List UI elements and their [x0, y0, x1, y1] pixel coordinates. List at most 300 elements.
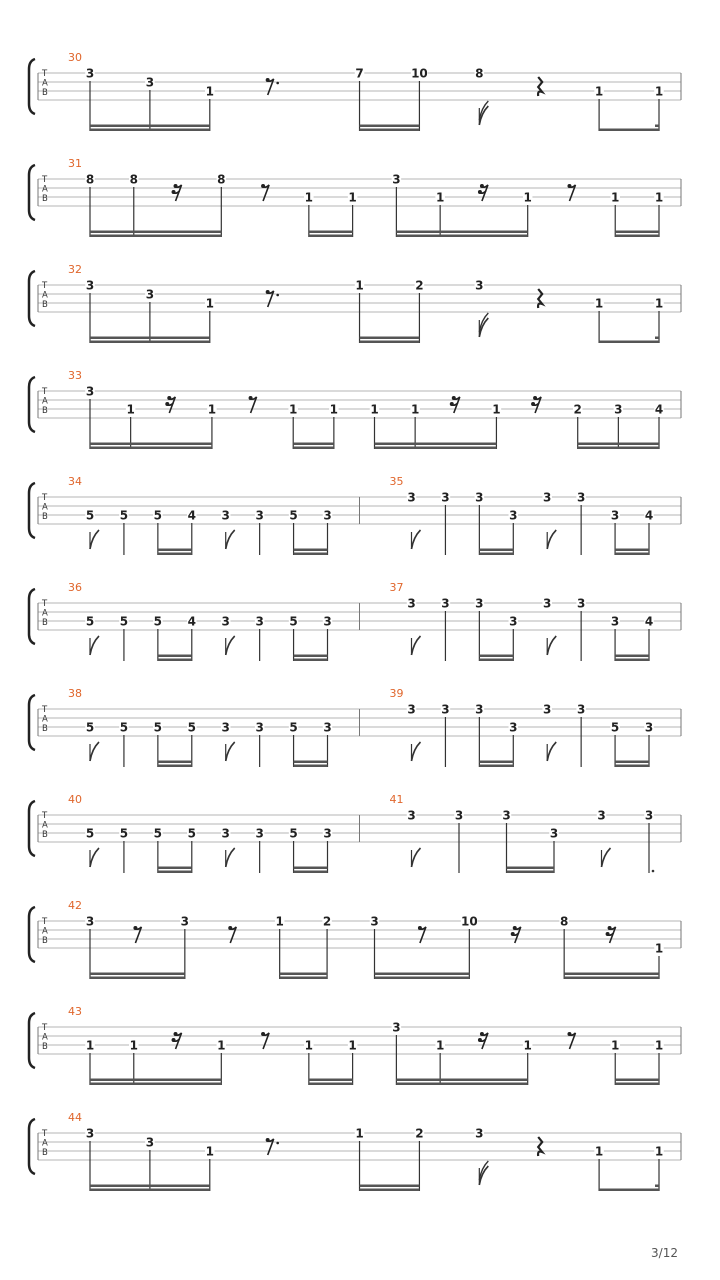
sixteenth-rest: [172, 1032, 182, 1049]
beam-stub: [655, 125, 659, 128]
beam: [90, 443, 212, 446]
fret-number: 1: [435, 190, 445, 205]
fret-number: 3: [323, 720, 332, 735]
beam: [90, 337, 210, 340]
beam: [396, 1079, 527, 1082]
note-flag: [547, 530, 556, 549]
system-bracket: [29, 1013, 35, 1068]
tab-clef-letter: T: [42, 281, 48, 291]
fret-number: 5: [153, 614, 163, 629]
quarter-rest: [538, 289, 542, 308]
tab-clef-letter: B: [42, 1042, 48, 1052]
rest-stroke: [268, 291, 274, 307]
fret-number: 3: [502, 808, 511, 823]
note-flag: [90, 530, 99, 549]
beam: [615, 549, 649, 552]
measure-number: 30: [68, 51, 82, 64]
tab-clef-letter: T: [42, 175, 48, 185]
beam: [360, 337, 420, 340]
system-bracket: [29, 589, 35, 644]
beam: [615, 655, 649, 658]
fret-number: 3: [145, 75, 155, 90]
beam: [479, 765, 513, 768]
beam: [564, 977, 659, 980]
fret-number: 3: [85, 914, 95, 929]
system-2: [29, 157, 681, 237]
fret-number: 1: [205, 296, 214, 311]
beam: [375, 977, 470, 980]
rest-stroke: [263, 185, 269, 201]
fret-number: 3: [543, 702, 552, 717]
system-11: [29, 1111, 681, 1191]
tab-clef-letter: A: [42, 396, 48, 407]
fret-number: 3: [441, 596, 450, 611]
measure-number: 41: [389, 793, 404, 806]
fret-number: 3: [475, 490, 484, 505]
beam: [90, 973, 185, 976]
tab-clef-letter: B: [42, 194, 48, 204]
beam: [293, 443, 334, 446]
fret-number: 1: [594, 84, 604, 99]
system-10: [29, 1005, 681, 1085]
fret-number: 10: [460, 914, 478, 929]
beam: [615, 659, 649, 662]
fret-number: 1: [611, 190, 620, 205]
eighth-rest: [418, 926, 426, 943]
beam: [479, 553, 513, 556]
tab-clef-letter: T: [42, 705, 48, 715]
fret-number: 3: [392, 1020, 401, 1035]
beam: [479, 655, 513, 658]
tab-clef-letter: A: [42, 820, 48, 831]
system-1: [29, 51, 681, 131]
measure-number: 39: [389, 687, 404, 700]
beam-stub: [655, 1185, 659, 1188]
tab-clef-letter: B: [42, 1148, 48, 1158]
fret-number: 3: [370, 914, 379, 929]
tab-clef-letter: B: [42, 88, 48, 98]
fret-number: 4: [654, 402, 664, 417]
quarter-rest: [538, 1137, 542, 1156]
eighth-rest: [266, 290, 279, 307]
note-flag: [412, 530, 421, 549]
measure-number: 36: [68, 581, 82, 594]
fret-number: 3: [475, 278, 484, 293]
eighth-rest: [567, 1032, 575, 1049]
beam: [599, 129, 659, 132]
page-number: 3/12: [651, 1246, 678, 1260]
beam: [360, 1185, 420, 1188]
fret-number: 1: [654, 941, 664, 956]
fret-number: 3: [407, 808, 416, 823]
fret-number: 1: [304, 1038, 314, 1053]
tab-clef-letter: B: [42, 406, 48, 416]
beam: [294, 761, 328, 764]
fret-number: 4: [187, 614, 196, 629]
beam: [158, 761, 192, 764]
system-3: [29, 263, 681, 343]
fret-number: 3: [85, 1126, 95, 1141]
fret-number: 5: [85, 614, 95, 629]
tab-clef-letter: T: [42, 1129, 48, 1139]
fret-number: 3: [221, 508, 230, 523]
system-bracket: [29, 377, 35, 432]
tab-clef-letter: B: [42, 830, 48, 840]
beam: [375, 973, 470, 976]
dot: [276, 294, 279, 297]
beam: [309, 1083, 353, 1086]
system-4: [29, 369, 681, 449]
fret-number: 5: [289, 720, 298, 735]
fret-number: 3: [509, 614, 518, 629]
fret-number: 2: [573, 402, 582, 417]
rest-stroke: [569, 185, 575, 201]
fret-number: 7: [355, 66, 364, 81]
beam-stub: [655, 337, 659, 340]
measure-number: 38: [68, 687, 82, 700]
system-bracket: [29, 59, 35, 114]
tab-clef-letter: A: [42, 290, 48, 301]
beam: [293, 447, 334, 450]
fret-number: 1: [492, 402, 501, 417]
beam: [615, 765, 649, 768]
system-5: [29, 475, 681, 555]
tab-clef-letter: B: [42, 300, 48, 310]
fret-number: 1: [275, 914, 284, 929]
fret-number: 1: [523, 1038, 532, 1053]
fret-number: 1: [594, 1144, 604, 1159]
beam: [294, 871, 328, 874]
fret-number: 4: [644, 508, 654, 523]
beam: [615, 1083, 659, 1086]
beam: [360, 341, 420, 344]
beam: [158, 867, 192, 870]
measure-number: 34: [68, 475, 82, 488]
note-flag: [90, 742, 99, 761]
fret-number: 3: [543, 596, 552, 611]
rest-stroke: [268, 79, 274, 95]
tab-clef-letter: T: [42, 493, 48, 503]
fret-number: 3: [610, 508, 620, 523]
beam: [396, 231, 527, 234]
fret-number: 1: [654, 84, 664, 99]
beam: [615, 761, 649, 764]
fret-number: 3: [323, 614, 332, 629]
fret-number: 3: [475, 596, 484, 611]
fret-number: 1: [205, 84, 214, 99]
system-bracket: [29, 1119, 35, 1174]
measure-number: 37: [389, 581, 404, 594]
note-flag: [90, 848, 99, 867]
fret-number: 3: [610, 614, 620, 629]
fret-number: 3: [509, 720, 518, 735]
note-flag: [226, 636, 235, 655]
fret-number: 3: [441, 702, 450, 717]
fret-number: 3: [323, 508, 332, 523]
tab-clef-letter: A: [42, 502, 48, 513]
fret-number: 3: [85, 384, 95, 399]
beam: [507, 867, 555, 870]
fret-number: 1: [129, 1038, 138, 1053]
beam: [599, 341, 659, 344]
fret-number: 5: [289, 826, 298, 841]
tab-clef-letter: A: [42, 608, 48, 619]
fret-number: 3: [475, 1126, 484, 1141]
fret-number: 3: [543, 490, 552, 505]
tab-clef-letter: A: [42, 714, 48, 725]
fret-number: 1: [611, 1038, 620, 1053]
fret-number: 3: [576, 596, 586, 611]
eighth-rest: [261, 1032, 269, 1049]
fret-number: 3: [614, 402, 623, 417]
fret-number: 1: [654, 1144, 664, 1159]
fret-number: 5: [119, 826, 129, 841]
fret-number: 3: [441, 490, 450, 505]
fret-number: 5: [85, 720, 95, 735]
system-9: [29, 899, 681, 979]
eighth-rest: [249, 396, 257, 413]
beam: [90, 1083, 221, 1086]
measure-number: 31: [68, 157, 82, 170]
note-flag: [412, 848, 421, 867]
beam: [280, 977, 327, 980]
beam: [90, 977, 185, 980]
eighth-rest: [567, 184, 575, 201]
beam: [479, 659, 513, 662]
sixteenth-rest: [450, 396, 460, 413]
system-bracket: [29, 907, 35, 962]
beam: [564, 973, 659, 976]
beam: [90, 1185, 210, 1188]
fret-number: 1: [594, 296, 604, 311]
eighth-rest: [261, 184, 269, 201]
sixteenth-rest: [172, 184, 182, 201]
system-6: [29, 581, 681, 661]
beam: [90, 231, 221, 234]
tab-clef-letter: A: [42, 184, 48, 195]
system-7: [29, 687, 681, 767]
beam: [158, 549, 192, 552]
beam: [158, 553, 192, 556]
fret-number: 5: [85, 826, 95, 841]
measure-number: 42: [68, 899, 82, 912]
beam: [479, 549, 513, 552]
beam: [158, 871, 192, 874]
fret-number: 2: [415, 278, 424, 293]
quarter-rest: [538, 77, 542, 96]
fret-number: 3: [407, 596, 416, 611]
tab-clef-letter: A: [42, 926, 48, 937]
eighth-rest: [266, 1138, 279, 1155]
beam: [360, 1189, 420, 1192]
beam: [615, 553, 649, 556]
fret-number: 3: [221, 826, 230, 841]
beam: [158, 655, 192, 658]
beam: [294, 655, 328, 658]
rest-stroke: [420, 927, 426, 943]
note-flag: [602, 848, 611, 867]
tab-clef-letter: T: [42, 599, 48, 609]
fret-number: 1: [304, 190, 314, 205]
eighth-rest: [266, 78, 279, 95]
measure-number: 35: [389, 475, 404, 488]
beam: [90, 235, 221, 238]
fret-number: 1: [348, 190, 357, 205]
tab-clef-letter: B: [42, 724, 48, 734]
fret-number: 3: [549, 826, 559, 841]
tab-clef-letter: T: [42, 69, 48, 79]
fret-number: 5: [187, 720, 196, 735]
note-flag: [226, 848, 235, 867]
beam: [294, 765, 328, 768]
fret-number: 3: [145, 1135, 155, 1150]
beam: [90, 341, 210, 344]
dot: [276, 1142, 279, 1145]
fret-number: 3: [145, 287, 155, 302]
fret-number: 8: [129, 172, 138, 187]
fret-number: 3: [576, 702, 586, 717]
beam: [90, 1079, 221, 1082]
fret-number: 1: [126, 402, 135, 417]
system-bracket: [29, 801, 35, 856]
fret-number: 5: [119, 508, 129, 523]
beam: [615, 231, 659, 234]
fret-number: 3: [509, 508, 518, 523]
system-bracket: [29, 271, 35, 326]
measure-number: 32: [68, 263, 82, 276]
note-flag: [547, 742, 556, 761]
fret-number: 1: [523, 190, 532, 205]
tab-clef-letter: T: [42, 917, 48, 927]
beam: [309, 231, 353, 234]
eighth-rest: [133, 926, 141, 943]
eighth-rest: [228, 926, 236, 943]
note-flag: [412, 636, 421, 655]
measure-number: 44: [68, 1111, 82, 1124]
fret-number: 3: [255, 720, 264, 735]
beam: [615, 1079, 659, 1082]
beam: [309, 1079, 353, 1082]
fret-number: 1: [370, 402, 379, 417]
beam: [158, 659, 192, 662]
fret-number: 10: [411, 66, 428, 81]
sixteenth-rest: [478, 184, 488, 201]
fret-number: 4: [644, 614, 654, 629]
measure-number: 40: [68, 793, 82, 806]
fret-number: 1: [217, 1038, 226, 1053]
beam: [360, 129, 420, 132]
measure-number: 43: [68, 1005, 82, 1018]
beam: [294, 549, 328, 552]
fret-number: 1: [654, 190, 664, 205]
note-flag: [90, 636, 99, 655]
beam: [507, 871, 555, 874]
fret-number: 1: [85, 1038, 95, 1053]
fret-number: 3: [85, 66, 95, 81]
fret-number: 8: [85, 172, 95, 187]
tab-clef-letter: A: [42, 1138, 48, 1149]
rest-stroke: [251, 397, 257, 413]
tab-clef-letter: B: [42, 512, 48, 522]
system-bracket: [29, 695, 35, 750]
fret-number: 3: [392, 172, 401, 187]
measure-number: 33: [68, 369, 82, 382]
tab-clef-letter: T: [42, 1023, 48, 1033]
sixteenth-rest: [531, 396, 541, 413]
tab-clef-letter: B: [42, 936, 48, 946]
beam: [360, 125, 420, 128]
fret-number: 3: [255, 508, 264, 523]
beam: [479, 761, 513, 764]
fret-number: 3: [85, 278, 95, 293]
fret-number: 5: [610, 720, 620, 735]
system-8: [29, 793, 681, 873]
note-flag: [226, 742, 235, 761]
fret-number: 3: [255, 826, 264, 841]
fret-number: 2: [322, 914, 332, 929]
beam: [578, 447, 659, 450]
fret-number: 1: [329, 402, 339, 417]
dot: [652, 870, 655, 873]
beam: [90, 447, 212, 450]
beam: [578, 443, 659, 446]
tab-clef-letter: T: [42, 811, 48, 821]
fret-number: 3: [597, 808, 606, 823]
fret-number: 5: [119, 720, 129, 735]
beam: [375, 443, 497, 446]
fret-number: 3: [644, 808, 654, 823]
fret-number: 5: [153, 508, 163, 523]
beam: [396, 235, 527, 238]
fret-number: 3: [407, 490, 416, 505]
rest-stroke: [569, 1033, 575, 1049]
beam: [294, 659, 328, 662]
fret-number: 1: [355, 1126, 364, 1141]
beam: [375, 447, 497, 450]
dot: [276, 82, 279, 85]
tab-clef-letter: A: [42, 1032, 48, 1043]
fret-number: 8: [475, 66, 484, 81]
tab-clef-letter: T: [42, 387, 48, 397]
fret-number: 1: [654, 296, 664, 311]
system-bracket: [29, 483, 35, 538]
sixteenth-rest: [511, 926, 521, 943]
rest-stroke: [135, 927, 141, 943]
beam: [309, 235, 353, 238]
fret-number: 2: [415, 1126, 424, 1141]
fret-number: 5: [289, 508, 298, 523]
fret-number: 3: [180, 914, 190, 929]
fret-number: 8: [559, 914, 569, 929]
fret-number: 1: [410, 402, 420, 417]
fret-number: 1: [355, 278, 364, 293]
fret-number: 1: [348, 1038, 357, 1053]
fret-number: 5: [153, 826, 163, 841]
fret-number: 3: [644, 720, 654, 735]
note-flag: [412, 742, 421, 761]
fret-number: 1: [654, 1038, 664, 1053]
beam: [90, 129, 210, 132]
system-bracket: [29, 165, 35, 220]
fret-number: 8: [217, 172, 226, 187]
beam: [396, 1083, 527, 1086]
note-flag: [226, 530, 235, 549]
rest-stroke: [263, 1033, 269, 1049]
sixteenth-rest: [165, 396, 175, 413]
fret-number: 3: [576, 490, 586, 505]
sixteenth-rest: [606, 926, 616, 943]
beam: [615, 235, 659, 238]
